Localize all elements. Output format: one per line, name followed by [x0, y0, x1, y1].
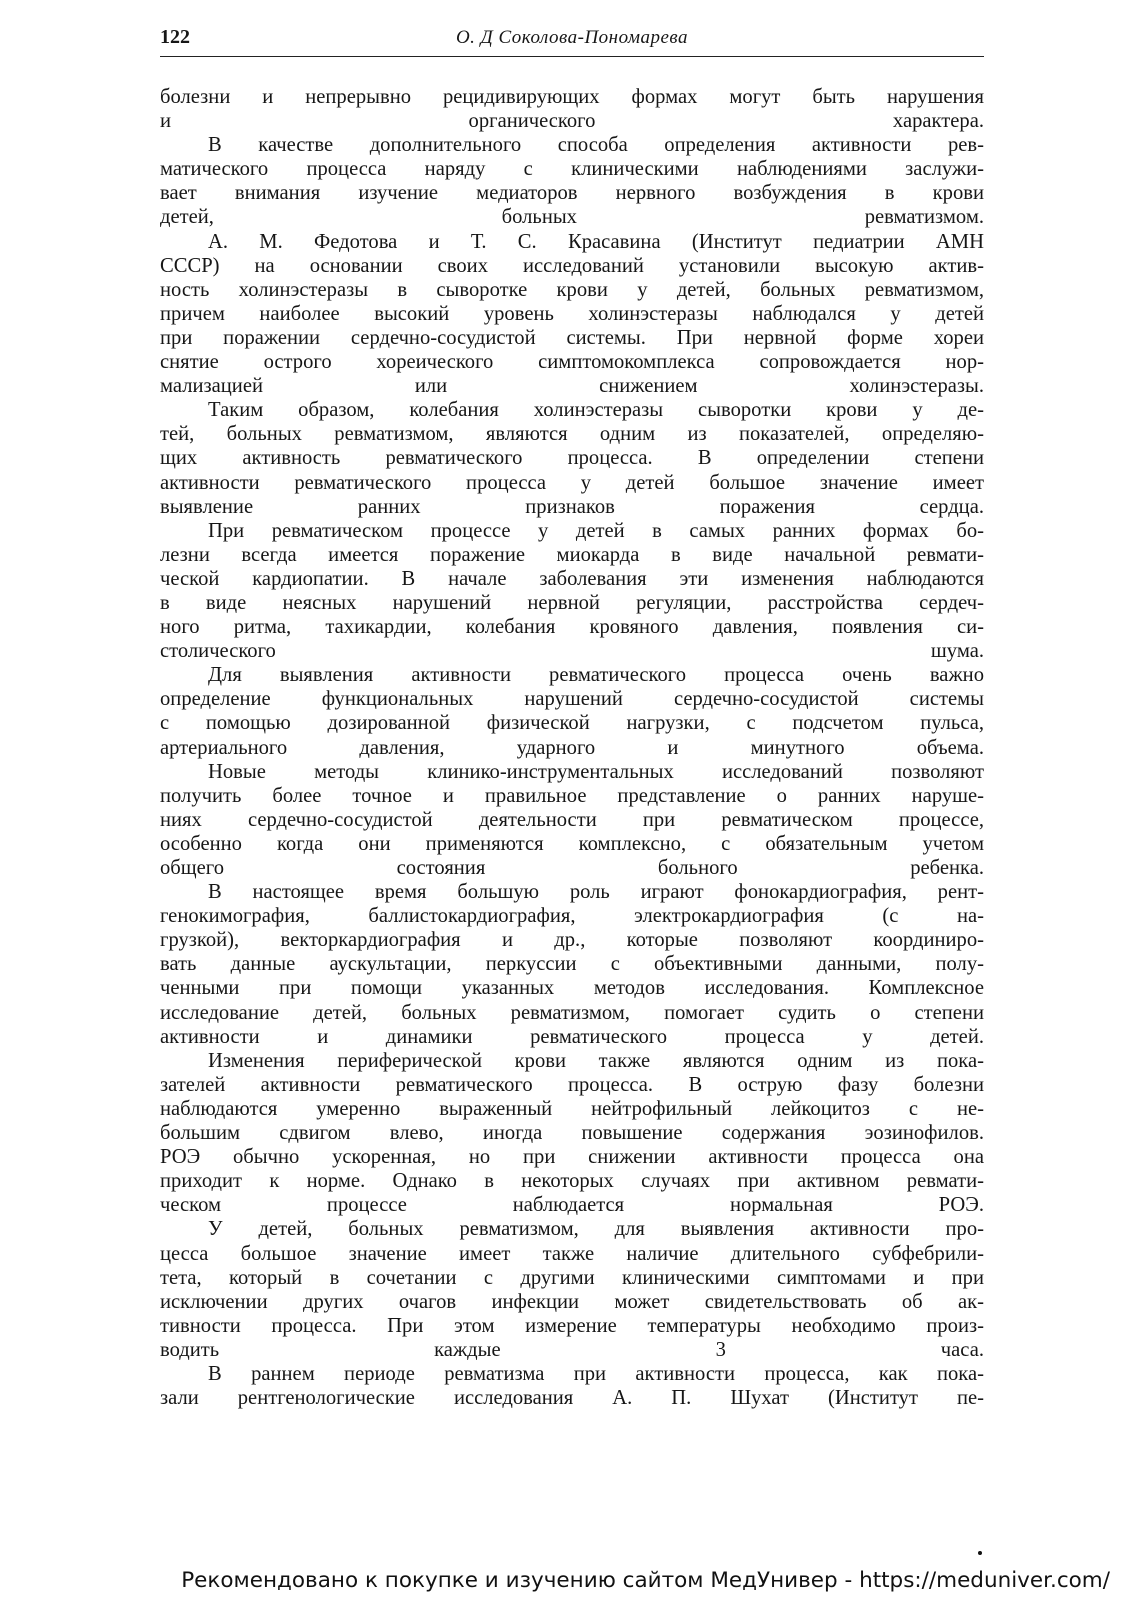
text-line: зали рентгенологические исследования А. П. Шухат (Институт пе-	[160, 1387, 984, 1410]
running-title: О. Д Соколова-Пономарева	[455, 27, 689, 48]
text-line: РОЭ обычно ускоренная, но при снижении активности процесса она	[160, 1146, 984, 1169]
text-line: получить более точное и правильное представление о ранних наруше-	[160, 784, 984, 807]
text-line: ческом процессе наблюдается нормальная РОЭ.	[160, 1194, 984, 1217]
text-line: тивности процесса. При этом измерение температуры необходимо произ-	[160, 1314, 984, 1337]
text-line: ного ритма, тахикардии, колебания кровяного давления, появления си-	[160, 616, 984, 639]
text-line: СССР) на основании своих исследований установили высокую актив-	[160, 254, 984, 277]
text-line: снятие острого хореического симптомокомплекса сопровождается нор-	[160, 351, 984, 374]
text-line: цесса большое значение имеет также наличие длительного субфебрили-	[160, 1242, 984, 1265]
text-line: общего состояния больного ребенка.	[160, 857, 984, 879]
text-line: А. М. Федотова и Т. С. Красавина (Институт педиатрии АМН	[208, 230, 984, 253]
page-header	[160, 20, 984, 57]
text-line: мализацией или снижением холинэстеразы.	[160, 375, 984, 398]
text-line: В качестве дополнительного способа определения активности рев-	[208, 134, 984, 157]
text-line: У детей, больных ревматизмом, для выявления активности про-	[208, 1218, 984, 1241]
text-line: ческой кардиопатии. В начале заболевания эти изменения наблюдаются	[160, 567, 984, 590]
text-line: выявление ранних признаков поражения сердца.	[160, 495, 984, 518]
text-line: При ревматическом процессе у детей в самых ранних формах бо-	[208, 519, 984, 542]
text-line: и органического характера.	[160, 110, 984, 133]
footer-watermark: Рекомендовано к покупке и изучению сайтом МедУнивер - https://meduniver.com/	[181, 1568, 1110, 1593]
page-number: 122	[160, 26, 190, 48]
text-line: наблюдаются умеренно выраженный нейтрофильный лейкоцитоз с не-	[160, 1097, 984, 1120]
text-line: детей, больных ревматизмом.	[160, 206, 984, 229]
text-line: В настоящее время большую роль играют фонокардиография, рент-	[208, 881, 984, 904]
text-line: активности и динамики ревматического процесса у детей.	[160, 1025, 984, 1048]
text-line: в виде неясных нарушений нервной регуляции, расстройства сердеч-	[160, 591, 984, 614]
text-line: исключении других очагов инфекции может свидетельствовать об ак-	[160, 1290, 984, 1313]
text-line: артериального давления, ударного и минутного объема.	[160, 736, 984, 759]
text-line: тета, который в сочетании с другими клиническими симптомами и при	[160, 1266, 984, 1289]
text-line: болезни и непрерывно рецидивирующих формах могут быть нарушения	[160, 86, 984, 108]
text-line: щих активность ревматического процесса. В определении степени	[160, 447, 984, 470]
text-line: исследование детей, больных ревматизмом, помогает судить о степени	[160, 1001, 984, 1024]
text-line: при поражении сердечно-сосудистой системы. При нервной форме хореи	[160, 326, 984, 349]
speck-mark	[978, 1551, 982, 1555]
text-line: зателей активности ревматического процесса. В острую фазу болезни	[160, 1073, 984, 1096]
text-line: столического шума.	[160, 640, 984, 663]
text-line: с помощью дозированной физической нагрузки, с подсчетом пульса,	[160, 712, 984, 735]
text-line: вает внимания изучение медиаторов нервного возбуждения в крови	[160, 182, 984, 205]
body-text	[160, 85, 984, 1410]
text-line: водить каждые 3 часа.	[160, 1338, 984, 1361]
text-line: генокимография, баллистокардиография, электрокардиография (с на-	[160, 905, 984, 928]
text-line: Для выявления активности ревматического процесса очень важно	[208, 664, 984, 687]
text-line: причем наиболее высокий уровень холинэстеразы наблюдался у детей	[160, 302, 984, 325]
text-line: ченными при помощи указанных методов исследования. Комплексное	[160, 977, 984, 1000]
text-line: тей, больных ревматизмом, являются одним из показателей, определяю-	[160, 423, 984, 446]
text-line: приходит к норме. Однако в некоторых случаях при активном ревмати-	[160, 1170, 984, 1193]
text-line: матического процесса наряду с клиническими наблюдениями заслужи-	[160, 158, 984, 181]
text-line: активности ревматического процесса у детей большое значение имеет	[160, 471, 984, 494]
text-line: вать данные аускультации, перкуссии с объективными данными, полу-	[160, 953, 984, 976]
text-line: В раннем периоде ревматизма при активности процесса, как пока-	[208, 1362, 984, 1385]
text-line: большим сдвигом влево, иногда повышение содержания эозинофилов.	[160, 1122, 984, 1145]
text-line: особенно когда они применяются комплексно, с обязательным учетом	[160, 832, 984, 855]
text-line: Таким образом, колебания холинэстеразы сыворотки крови у де-	[208, 399, 984, 422]
text-line: ниях сердечно-сосудистой деятельности при ревматическом процессе,	[160, 808, 984, 831]
text-line: лезни всегда имеется поражение миокарда в виде начальной ревмати-	[160, 543, 984, 566]
text-line: определение функциональных нарушений сердечно-сосудистой системы	[160, 688, 984, 711]
text-line: Новые методы клинико-инструментальных исследований позволяют	[208, 760, 984, 783]
text-line: грузкой), векторкардиография и др., которые позволяют координиро-	[160, 929, 984, 952]
text-line: ность холинэстеразы в сыворотке крови у детей, больных ревматизмом,	[160, 278, 984, 301]
text-line: Изменения периферической крови также являются одним из пока-	[208, 1049, 984, 1072]
